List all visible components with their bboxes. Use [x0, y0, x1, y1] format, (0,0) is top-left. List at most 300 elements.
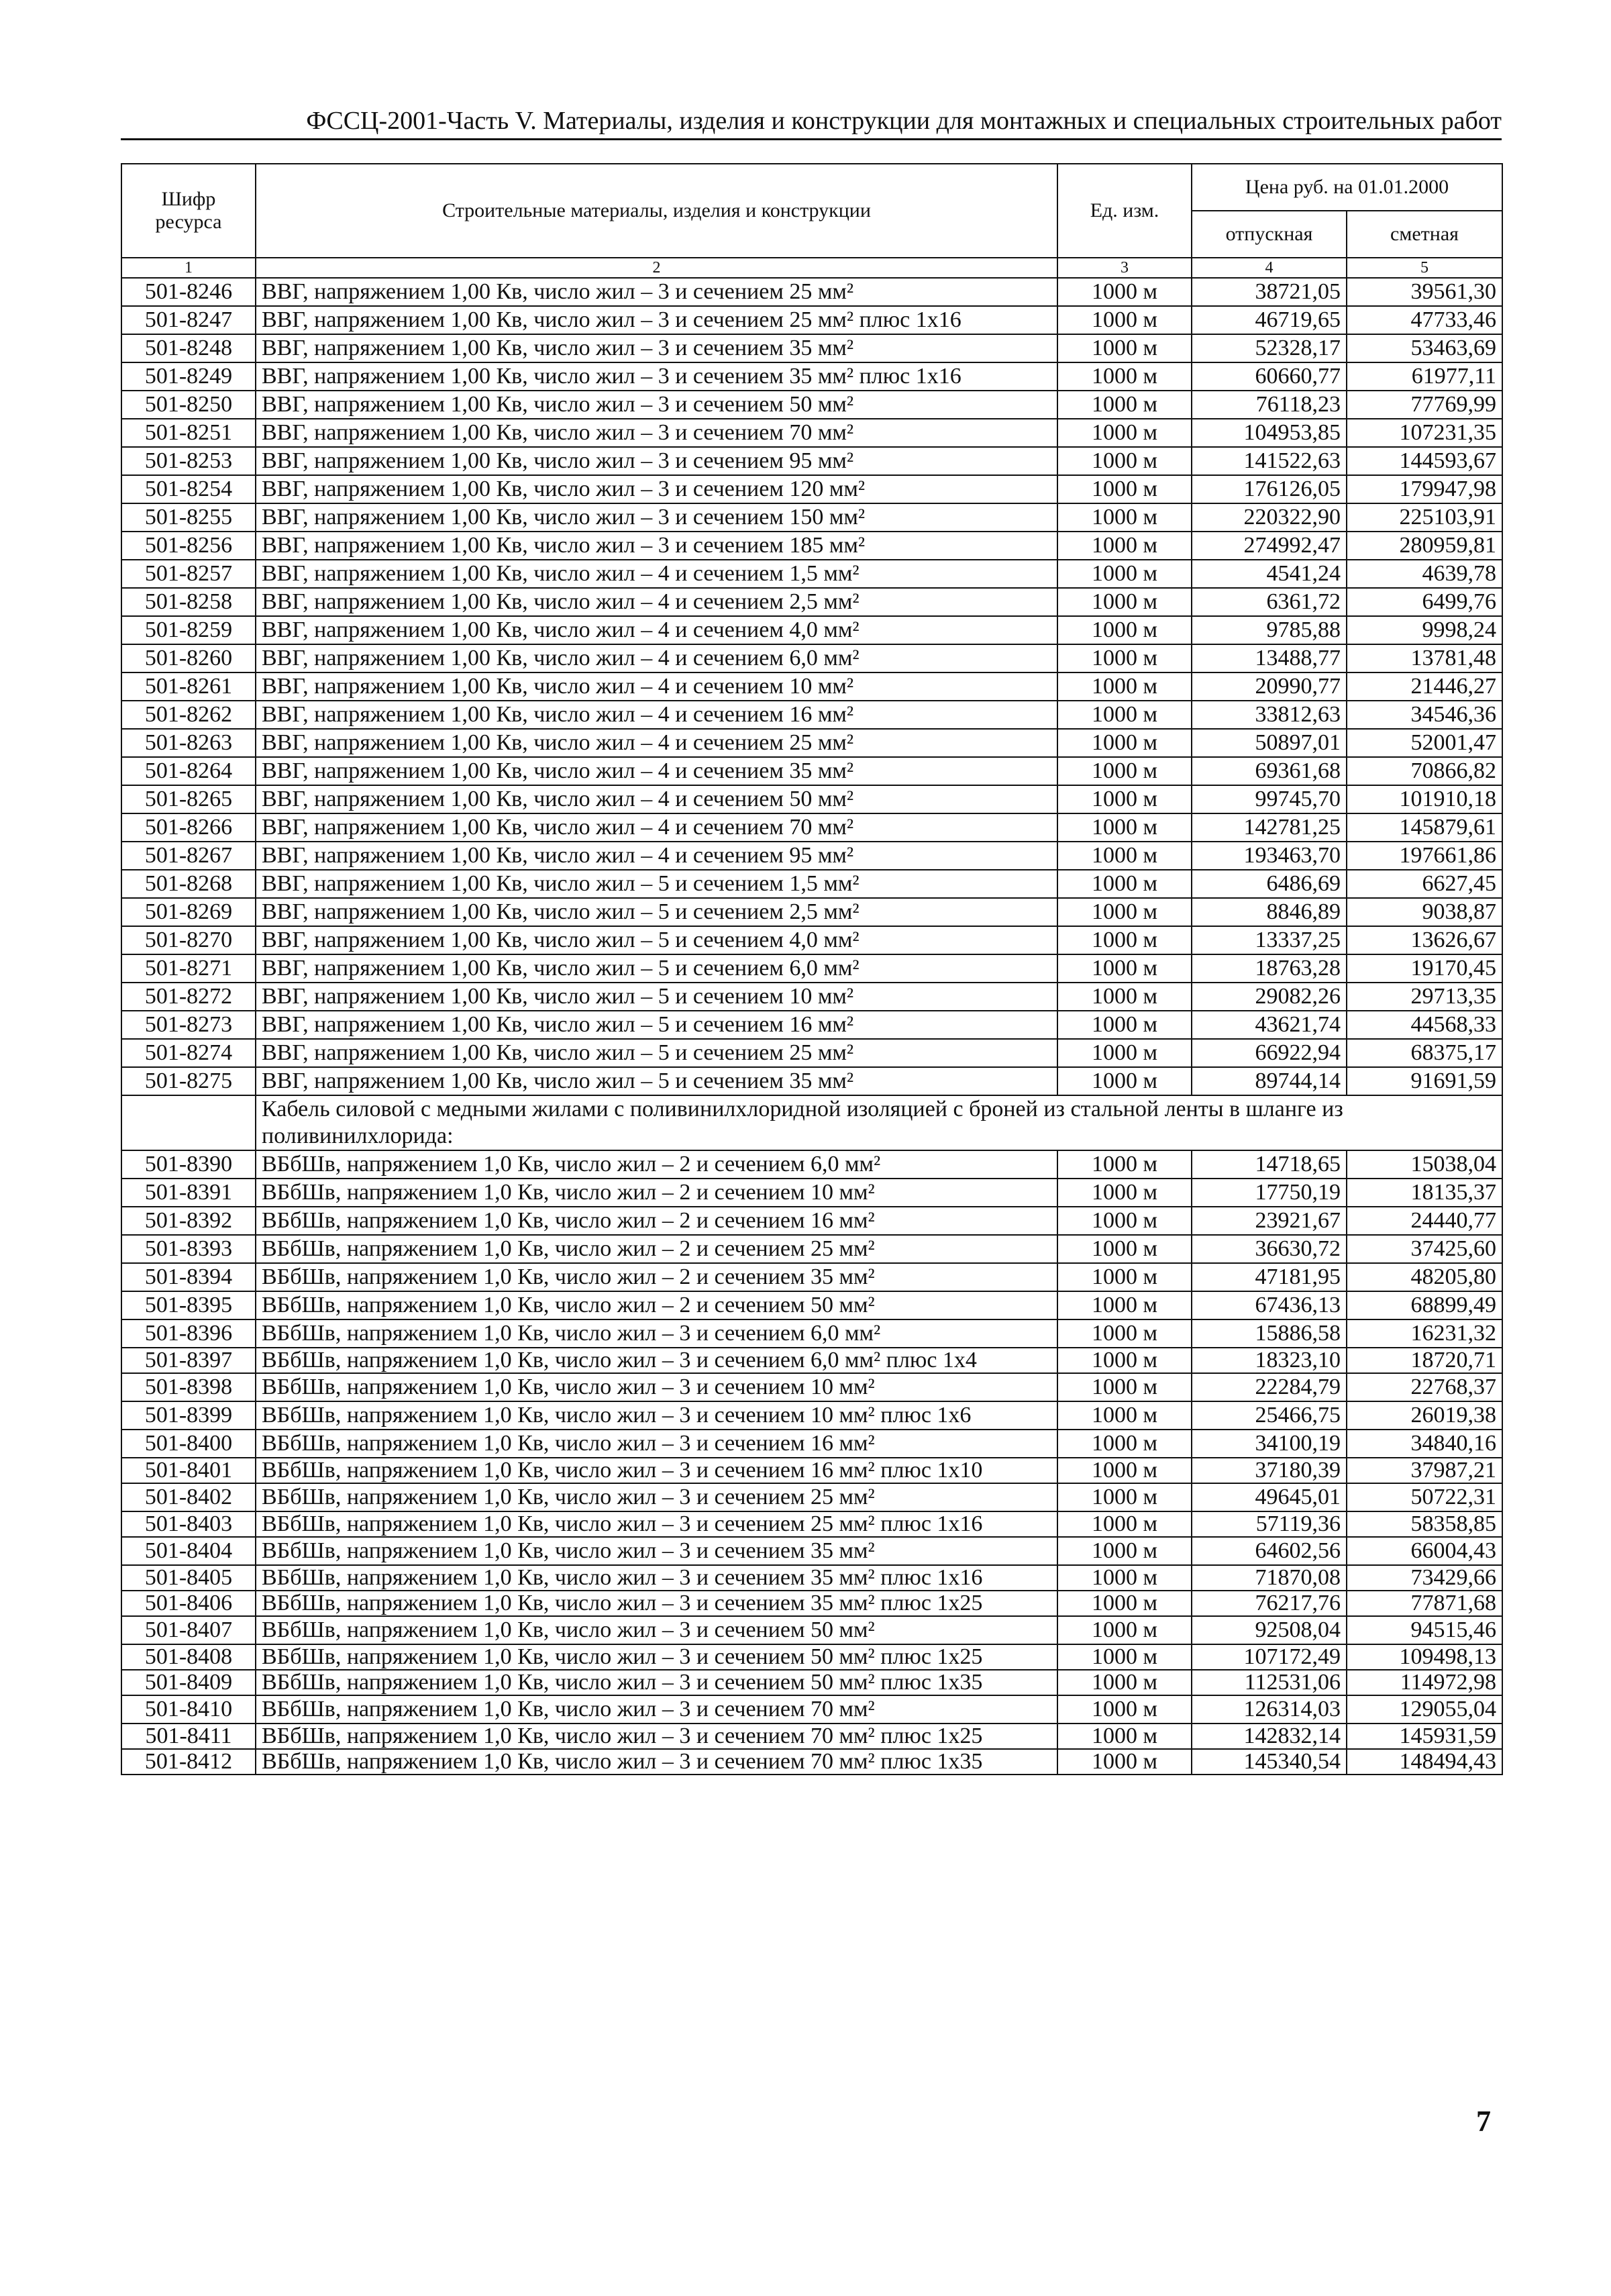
resource-code: 501-8393 [121, 1235, 256, 1263]
resource-code: 501-8271 [121, 954, 256, 983]
release-price: 69361,68 [1192, 757, 1347, 785]
resource-code: 501-8398 [121, 1373, 256, 1401]
table-row [121, 1011, 1502, 1039]
estimate-price: 225103,91 [1347, 503, 1502, 532]
resource-code: 501-8404 [121, 1537, 256, 1565]
release-price: 76118,23 [1192, 391, 1347, 419]
estimate-price: 68375,17 [1347, 1039, 1502, 1067]
unit-of-measure: 1000 м [1057, 644, 1192, 672]
unit-of-measure: 1000 м [1057, 306, 1192, 334]
resource-code: 501-8250 [121, 391, 256, 419]
resource-code: 501-8397 [121, 1348, 256, 1373]
table-row [121, 475, 1502, 503]
resource-code: 501-8253 [121, 447, 256, 475]
unit-of-measure: 1000 м [1057, 1150, 1192, 1179]
resource-code: 501-8248 [121, 334, 256, 362]
unit-of-measure: 1000 м [1057, 1291, 1192, 1319]
material-name: ВВГ, напряжением 1,00 Кв, число жил – 5 и сечением 35 мм² [256, 1067, 1057, 1095]
release-price: 18323,10 [1192, 1348, 1347, 1373]
material-name: ВБбШв, напряжением 1,0 Кв, число жил – 3 и сечением 50 мм² плюс 1х35 [256, 1670, 1057, 1695]
unit-of-measure: 1000 м [1057, 1458, 1192, 1483]
col-number-5: 5 [1347, 258, 1502, 278]
table-row [121, 1235, 1502, 1263]
release-price: 13337,25 [1192, 926, 1347, 954]
resource-code: 501-8257 [121, 560, 256, 588]
unit-of-measure: 1000 м [1057, 1207, 1192, 1235]
material-name: ВВГ, напряжением 1,00 Кв, число жил – 4 и сечением 1,5 мм² [256, 560, 1057, 588]
estimate-price: 18720,71 [1347, 1348, 1502, 1373]
table-row [121, 1430, 1502, 1458]
release-price: 64602,56 [1192, 1537, 1347, 1565]
resource-code: 501-8263 [121, 729, 256, 757]
material-name: ВВГ, напряжением 1,00 Кв, число жил – 3 и сечением 35 мм² плюс 1х16 [256, 362, 1057, 391]
material-name: ВВГ, напряжением 1,00 Кв, число жил – 4 и сечением 70 мм² [256, 813, 1057, 842]
table-row [121, 672, 1502, 701]
unit-of-measure: 1000 м [1057, 1011, 1192, 1039]
release-price: 52328,17 [1192, 334, 1347, 362]
release-price: 23921,67 [1192, 1207, 1347, 1235]
release-price: 38721,05 [1192, 278, 1347, 306]
table-row [121, 701, 1502, 729]
table-row [121, 306, 1502, 334]
unit-of-measure: 1000 м [1057, 1695, 1192, 1724]
estimate-price: 39561,30 [1347, 278, 1502, 306]
estimate-price: 107231,35 [1347, 419, 1502, 447]
estimate-price: 37425,60 [1347, 1235, 1502, 1263]
unit-of-measure: 1000 м [1057, 1483, 1192, 1511]
resource-code: 501-8409 [121, 1670, 256, 1695]
resource-code: 501-8405 [121, 1565, 256, 1591]
resource-code: 501-8259 [121, 616, 256, 644]
table-row [121, 1537, 1502, 1565]
material-name: ВВГ, напряжением 1,00 Кв, число жил – 3 и сечением 25 мм² плюс 1х16 [256, 306, 1057, 334]
release-price: 47181,95 [1192, 1263, 1347, 1291]
estimate-price: 22768,37 [1347, 1373, 1502, 1401]
material-name: ВБбШв, напряжением 1,0 Кв, число жил – 3 и сечением 10 мм² [256, 1373, 1057, 1401]
unit-of-measure: 1000 м [1057, 983, 1192, 1011]
material-name: ВВГ, напряжением 1,00 Кв, число жил – 5 и сечением 1,5 мм² [256, 870, 1057, 898]
estimate-price: 66004,43 [1347, 1537, 1502, 1565]
release-price: 49645,01 [1192, 1483, 1347, 1511]
release-price: 66922,94 [1192, 1039, 1347, 1067]
release-price: 89744,14 [1192, 1067, 1347, 1095]
estimate-price: 44568,33 [1347, 1011, 1502, 1039]
release-price: 112531,06 [1192, 1670, 1347, 1695]
table-row [121, 532, 1502, 560]
unit-of-measure: 1000 м [1057, 1263, 1192, 1291]
col-number-3: 3 [1057, 258, 1192, 278]
estimate-price: 48205,80 [1347, 1263, 1502, 1291]
resource-code: 501-8261 [121, 672, 256, 701]
estimate-price: 47733,46 [1347, 306, 1502, 334]
estimate-price: 4639,78 [1347, 560, 1502, 588]
unit-of-measure: 1000 м [1057, 1067, 1192, 1095]
release-price: 22284,79 [1192, 1373, 1347, 1401]
estimate-price: 91691,59 [1347, 1067, 1502, 1095]
material-name: ВБбШв, напряжением 1,0 Кв, число жил – 3 и сечением 35 мм² плюс 1х16 [256, 1565, 1057, 1591]
resource-code: 501-8258 [121, 588, 256, 616]
resource-code: 501-8270 [121, 926, 256, 954]
estimate-price: 145931,59 [1347, 1724, 1502, 1749]
release-price: 107172,49 [1192, 1644, 1347, 1670]
price-table [121, 163, 1503, 1775]
material-name: ВВГ, напряжением 1,00 Кв, число жил – 3 и сечением 95 мм² [256, 447, 1057, 475]
material-name: ВБбШв, напряжением 1,0 Кв, число жил – 2 и сечением 50 мм² [256, 1291, 1057, 1319]
estimate-price: 58358,85 [1347, 1511, 1502, 1537]
table-body-vvg [121, 278, 1502, 1095]
unit-of-measure: 1000 м [1057, 1401, 1192, 1430]
estimate-price: 68899,49 [1347, 1291, 1502, 1319]
page-header: ФССЦ-2001-Часть V. Материалы, изделия и конструкции для монтажных и специальных строительных работ [121, 106, 1502, 140]
material-name: ВВГ, напряжением 1,00 Кв, число жил – 3 и сечением 50 мм² [256, 391, 1057, 419]
release-price: 13488,77 [1192, 644, 1347, 672]
page-number: 7 [1476, 2105, 1491, 2138]
section-title: Кабель силовой с медными жилами с поливинилхлоридной изоляцией с броней из стальной ленты в шланге из поливинилхлорида: [256, 1095, 1502, 1150]
resource-code: 501-8269 [121, 898, 256, 926]
col-header-unit: Ед. изм. [1057, 164, 1192, 258]
material-name: ВВГ, напряжением 1,00 Кв, число жил – 4 и сечением 16 мм² [256, 701, 1057, 729]
material-name: ВВГ, напряжением 1,00 Кв, число жил – 3 и сечением 70 мм² [256, 419, 1057, 447]
resource-code: 501-8272 [121, 983, 256, 1011]
table-row [121, 362, 1502, 391]
material-name: ВБбШв, напряжением 1,0 Кв, число жил – 3 и сечением 70 мм² плюс 1х35 [256, 1749, 1057, 1775]
material-name: ВВГ, напряжением 1,00 Кв, число жил – 5 и сечением 2,5 мм² [256, 898, 1057, 926]
material-name: ВБбШв, напряжением 1,0 Кв, число жил – 3 и сечением 70 мм² [256, 1695, 1057, 1724]
table-row [121, 983, 1502, 1011]
release-price: 67436,13 [1192, 1291, 1347, 1319]
resource-code: 501-8403 [121, 1511, 256, 1537]
estimate-price: 145879,61 [1347, 813, 1502, 842]
resource-code: 501-8260 [121, 644, 256, 672]
estimate-price: 16231,32 [1347, 1319, 1502, 1348]
resource-code: 501-8274 [121, 1039, 256, 1067]
release-price: 6486,69 [1192, 870, 1347, 898]
release-price: 104953,85 [1192, 419, 1347, 447]
unit-of-measure: 1000 м [1057, 1644, 1192, 1670]
unit-of-measure: 1000 м [1057, 1537, 1192, 1565]
unit-of-measure: 1000 м [1057, 532, 1192, 560]
material-name: ВВГ, напряжением 1,00 Кв, число жил – 4 и сечением 50 мм² [256, 785, 1057, 813]
material-name: ВБбШв, напряжением 1,0 Кв, число жил – 3 и сечением 25 мм² плюс 1х16 [256, 1511, 1057, 1537]
table-row [121, 1263, 1502, 1291]
release-price: 145340,54 [1192, 1749, 1347, 1775]
table-row [121, 1591, 1502, 1616]
resource-code: 501-8408 [121, 1644, 256, 1670]
unit-of-measure: 1000 м [1057, 757, 1192, 785]
release-price: 36630,72 [1192, 1235, 1347, 1263]
table-row [121, 870, 1502, 898]
estimate-price: 94515,46 [1347, 1616, 1502, 1644]
unit-of-measure: 1000 м [1057, 1348, 1192, 1373]
release-price: 60660,77 [1192, 362, 1347, 391]
estimate-price: 6627,45 [1347, 870, 1502, 898]
table-row [121, 1067, 1502, 1095]
estimate-price: 77871,68 [1347, 1591, 1502, 1616]
release-price: 34100,19 [1192, 1430, 1347, 1458]
unit-of-measure: 1000 м [1057, 475, 1192, 503]
table-row [121, 1616, 1502, 1644]
release-price: 193463,70 [1192, 842, 1347, 870]
estimate-price: 50722,31 [1347, 1483, 1502, 1511]
unit-of-measure: 1000 м [1057, 1511, 1192, 1537]
material-name: ВБбШв, напряжением 1,0 Кв, число жил – 2 и сечением 25 мм² [256, 1235, 1057, 1263]
unit-of-measure: 1000 м [1057, 701, 1192, 729]
resource-code: 501-8254 [121, 475, 256, 503]
unit-of-measure: 1000 м [1057, 447, 1192, 475]
resource-code: 501-8406 [121, 1591, 256, 1616]
material-name: ВВГ, напряжением 1,00 Кв, число жил – 4 и сечением 4,0 мм² [256, 616, 1057, 644]
material-name: ВВГ, напряжением 1,00 Кв, число жил – 5 и сечением 10 мм² [256, 983, 1057, 1011]
estimate-price: 148494,43 [1347, 1749, 1502, 1775]
unit-of-measure: 1000 м [1057, 560, 1192, 588]
estimate-price: 6499,76 [1347, 588, 1502, 616]
estimate-price: 144593,67 [1347, 447, 1502, 475]
release-price: 33812,63 [1192, 701, 1347, 729]
table-row [121, 447, 1502, 475]
release-price: 25466,75 [1192, 1401, 1347, 1430]
unit-of-measure: 1000 м [1057, 419, 1192, 447]
unit-of-measure: 1000 м [1057, 926, 1192, 954]
estimate-price: 77769,99 [1347, 391, 1502, 419]
table-row [121, 644, 1502, 672]
unit-of-measure: 1000 м [1057, 785, 1192, 813]
unit-of-measure: 1000 м [1057, 870, 1192, 898]
resource-code: 501-8411 [121, 1724, 256, 1749]
section-spacer [121, 1095, 256, 1150]
release-price: 46719,65 [1192, 306, 1347, 334]
table-row [121, 1458, 1502, 1483]
estimate-price: 24440,77 [1347, 1207, 1502, 1235]
resource-code: 501-8407 [121, 1616, 256, 1644]
release-price: 14718,65 [1192, 1150, 1347, 1179]
unit-of-measure: 1000 м [1057, 1179, 1192, 1207]
resource-code: 501-8395 [121, 1291, 256, 1319]
release-price: 142781,25 [1192, 813, 1347, 842]
material-name: ВВГ, напряжением 1,00 Кв, число жил – 4 и сечением 6,0 мм² [256, 644, 1057, 672]
estimate-price: 179947,98 [1347, 475, 1502, 503]
release-price: 220322,90 [1192, 503, 1347, 532]
resource-code: 501-8266 [121, 813, 256, 842]
estimate-price: 9998,24 [1347, 616, 1502, 644]
resource-code: 501-8275 [121, 1067, 256, 1095]
unit-of-measure: 1000 м [1057, 1616, 1192, 1644]
resource-code: 501-8394 [121, 1263, 256, 1291]
estimate-price: 70866,82 [1347, 757, 1502, 785]
resource-code: 501-8251 [121, 419, 256, 447]
table-row [121, 813, 1502, 842]
unit-of-measure: 1000 м [1057, 1724, 1192, 1749]
table-section [121, 1095, 1502, 1150]
material-name: ВБбШв, напряжением 1,0 Кв, число жил – 3 и сечением 10 мм² плюс 1х6 [256, 1401, 1057, 1430]
estimate-price: 15038,04 [1347, 1150, 1502, 1179]
release-price: 15886,58 [1192, 1319, 1347, 1348]
table-row [121, 334, 1502, 362]
table-row [121, 1150, 1502, 1179]
material-name: ВБбШв, напряжением 1,0 Кв, число жил – 3 и сечением 35 мм² плюс 1х25 [256, 1591, 1057, 1616]
estimate-price: 129055,04 [1347, 1695, 1502, 1724]
estimate-price: 18135,37 [1347, 1179, 1502, 1207]
release-price: 76217,76 [1192, 1591, 1347, 1616]
material-name: ВВГ, напряжением 1,00 Кв, число жил – 5 и сечением 16 мм² [256, 1011, 1057, 1039]
table-row [121, 842, 1502, 870]
resource-code: 501-8401 [121, 1458, 256, 1483]
table-row [121, 1565, 1502, 1591]
material-name: ВВГ, напряжением 1,00 Кв, число жил – 3 и сечением 35 мм² [256, 334, 1057, 362]
resource-code: 501-8262 [121, 701, 256, 729]
resource-code: 501-8399 [121, 1401, 256, 1430]
release-price: 18763,28 [1192, 954, 1347, 983]
release-price: 29082,26 [1192, 983, 1347, 1011]
unit-of-measure: 1000 м [1057, 278, 1192, 306]
material-name: ВБбШв, напряжением 1,0 Кв, число жил – 3 и сечением 25 мм² [256, 1483, 1057, 1511]
table-row [121, 1373, 1502, 1401]
material-name: ВВГ, напряжением 1,00 Кв, число жил – 4 и сечением 95 мм² [256, 842, 1057, 870]
table-row [121, 1291, 1502, 1319]
estimate-price: 109498,13 [1347, 1644, 1502, 1670]
material-name: ВБбШв, напряжением 1,0 Кв, число жил – 3 и сечением 70 мм² плюс 1х25 [256, 1724, 1057, 1749]
release-price: 20990,77 [1192, 672, 1347, 701]
resource-code: 501-8255 [121, 503, 256, 532]
estimate-price: 13781,48 [1347, 644, 1502, 672]
release-price: 8846,89 [1192, 898, 1347, 926]
release-price: 4541,24 [1192, 560, 1347, 588]
estimate-price: 280959,81 [1347, 532, 1502, 560]
estimate-price: 34546,36 [1347, 701, 1502, 729]
estimate-price: 29713,35 [1347, 983, 1502, 1011]
resource-code: 501-8390 [121, 1150, 256, 1179]
release-price: 176126,05 [1192, 475, 1347, 503]
table-row [121, 1179, 1502, 1207]
unit-of-measure: 1000 м [1057, 1235, 1192, 1263]
material-name: ВБбШв, напряжением 1,0 Кв, число жил – 3 и сечением 6,0 мм² [256, 1319, 1057, 1348]
material-name: ВВГ, напряжением 1,00 Кв, число жил – 4 и сечением 10 мм² [256, 672, 1057, 701]
release-price: 71870,08 [1192, 1565, 1347, 1591]
estimate-price: 13626,67 [1347, 926, 1502, 954]
material-name: ВБбШв, напряжением 1,0 Кв, число жил – 2 и сечением 6,0 мм² [256, 1150, 1057, 1179]
resource-code: 501-8265 [121, 785, 256, 813]
estimate-price: 21446,27 [1347, 672, 1502, 701]
table-row [121, 729, 1502, 757]
unit-of-measure: 1000 м [1057, 672, 1192, 701]
estimate-price: 101910,18 [1347, 785, 1502, 813]
release-price: 57119,36 [1192, 1511, 1347, 1537]
unit-of-measure: 1000 м [1057, 729, 1192, 757]
material-name: ВБбШв, напряжением 1,0 Кв, число жил – 2 и сечением 35 мм² [256, 1263, 1057, 1291]
estimate-price: 197661,86 [1347, 842, 1502, 870]
resource-code: 501-8402 [121, 1483, 256, 1511]
table-row [121, 560, 1502, 588]
material-name: ВВГ, напряжением 1,00 Кв, число жил – 4 и сечением 2,5 мм² [256, 588, 1057, 616]
table-row [121, 1695, 1502, 1724]
table-row [121, 1401, 1502, 1430]
table-row [121, 926, 1502, 954]
material-name: ВВГ, напряжением 1,00 Кв, число жил – 3 и сечением 120 мм² [256, 475, 1057, 503]
table-row [121, 1348, 1502, 1373]
unit-of-measure: 1000 м [1057, 588, 1192, 616]
unit-of-measure: 1000 м [1057, 1430, 1192, 1458]
estimate-price: 52001,47 [1347, 729, 1502, 757]
material-name: ВБбШв, напряжением 1,0 Кв, число жил – 3 и сечением 50 мм² плюс 1х25 [256, 1644, 1057, 1670]
table-row [121, 391, 1502, 419]
material-name: ВБбШв, напряжением 1,0 Кв, число жил – 3 и сечением 35 мм² [256, 1537, 1057, 1565]
release-price: 9785,88 [1192, 616, 1347, 644]
unit-of-measure: 1000 м [1057, 616, 1192, 644]
table-row [121, 757, 1502, 785]
resource-code: 501-8392 [121, 1207, 256, 1235]
unit-of-measure: 1000 м [1057, 1591, 1192, 1616]
col-header-release-price: отпускная [1192, 211, 1347, 258]
unit-of-measure: 1000 м [1057, 1319, 1192, 1348]
material-name: ВВГ, напряжением 1,00 Кв, число жил – 5 и сечением 4,0 мм² [256, 926, 1057, 954]
release-price: 92508,04 [1192, 1616, 1347, 1644]
material-name: ВВГ, напряжением 1,00 Кв, число жил – 4 и сечением 25 мм² [256, 729, 1057, 757]
resource-code: 501-8256 [121, 532, 256, 560]
table-row [121, 1644, 1502, 1670]
material-name: ВБбШв, напряжением 1,0 Кв, число жил – 3 и сечением 50 мм² [256, 1616, 1057, 1644]
table-row [121, 588, 1502, 616]
resource-code: 501-8267 [121, 842, 256, 870]
estimate-price: 114972,98 [1347, 1670, 1502, 1695]
estimate-price: 37987,21 [1347, 1458, 1502, 1483]
unit-of-measure: 1000 м [1057, 362, 1192, 391]
table-row [121, 898, 1502, 926]
material-name: ВВГ, напряжением 1,00 Кв, число жил – 4 и сечением 35 мм² [256, 757, 1057, 785]
unit-of-measure: 1000 м [1057, 1373, 1192, 1401]
release-price: 126314,03 [1192, 1695, 1347, 1724]
release-price: 6361,72 [1192, 588, 1347, 616]
unit-of-measure: 1000 м [1057, 503, 1192, 532]
material-name: ВБбШв, напряжением 1,0 Кв, число жил – 3 и сечением 6,0 мм² плюс 1х4 [256, 1348, 1057, 1373]
unit-of-measure: 1000 м [1057, 391, 1192, 419]
release-price: 37180,39 [1192, 1458, 1347, 1483]
table-row [121, 1319, 1502, 1348]
estimate-price: 73429,66 [1347, 1565, 1502, 1591]
unit-of-measure: 1000 м [1057, 1749, 1192, 1775]
table-row [121, 1724, 1502, 1749]
resource-code: 501-8273 [121, 1011, 256, 1039]
estimate-price: 26019,38 [1347, 1401, 1502, 1430]
table-row [121, 278, 1502, 306]
resource-code: 501-8391 [121, 1179, 256, 1207]
material-name: ВВГ, напряжением 1,00 Кв, число жил – 3 и сечением 150 мм² [256, 503, 1057, 532]
release-price: 99745,70 [1192, 785, 1347, 813]
material-name: ВВГ, напряжением 1,00 Кв, число жил – 3 и сечением 185 мм² [256, 532, 1057, 560]
table-row [121, 1670, 1502, 1695]
unit-of-measure: 1000 м [1057, 1565, 1192, 1591]
estimate-price: 61977,11 [1347, 362, 1502, 391]
unit-of-measure: 1000 м [1057, 334, 1192, 362]
unit-of-measure: 1000 м [1057, 954, 1192, 983]
table-row [121, 785, 1502, 813]
resource-code: 501-8396 [121, 1319, 256, 1348]
estimate-price: 9038,87 [1347, 898, 1502, 926]
table-row [121, 1039, 1502, 1067]
resource-code: 501-8400 [121, 1430, 256, 1458]
table-row [121, 954, 1502, 983]
resource-code: 501-8246 [121, 278, 256, 306]
material-name: ВВГ, напряжением 1,00 Кв, число жил – 5 и сечением 6,0 мм² [256, 954, 1057, 983]
table-body-vbbshv [121, 1150, 1502, 1775]
unit-of-measure: 1000 м [1057, 1039, 1192, 1067]
resource-code: 501-8249 [121, 362, 256, 391]
unit-of-measure: 1000 м [1057, 1670, 1192, 1695]
col-number-2: 2 [256, 258, 1057, 278]
resource-code: 501-8410 [121, 1695, 256, 1724]
table-row [121, 1511, 1502, 1537]
material-name: ВБбШв, напряжением 1,0 Кв, число жил – 2 и сечением 16 мм² [256, 1207, 1057, 1235]
material-name: ВБбШв, напряжением 1,0 Кв, число жил – 2 и сечением 10 мм² [256, 1179, 1057, 1207]
unit-of-measure: 1000 м [1057, 813, 1192, 842]
